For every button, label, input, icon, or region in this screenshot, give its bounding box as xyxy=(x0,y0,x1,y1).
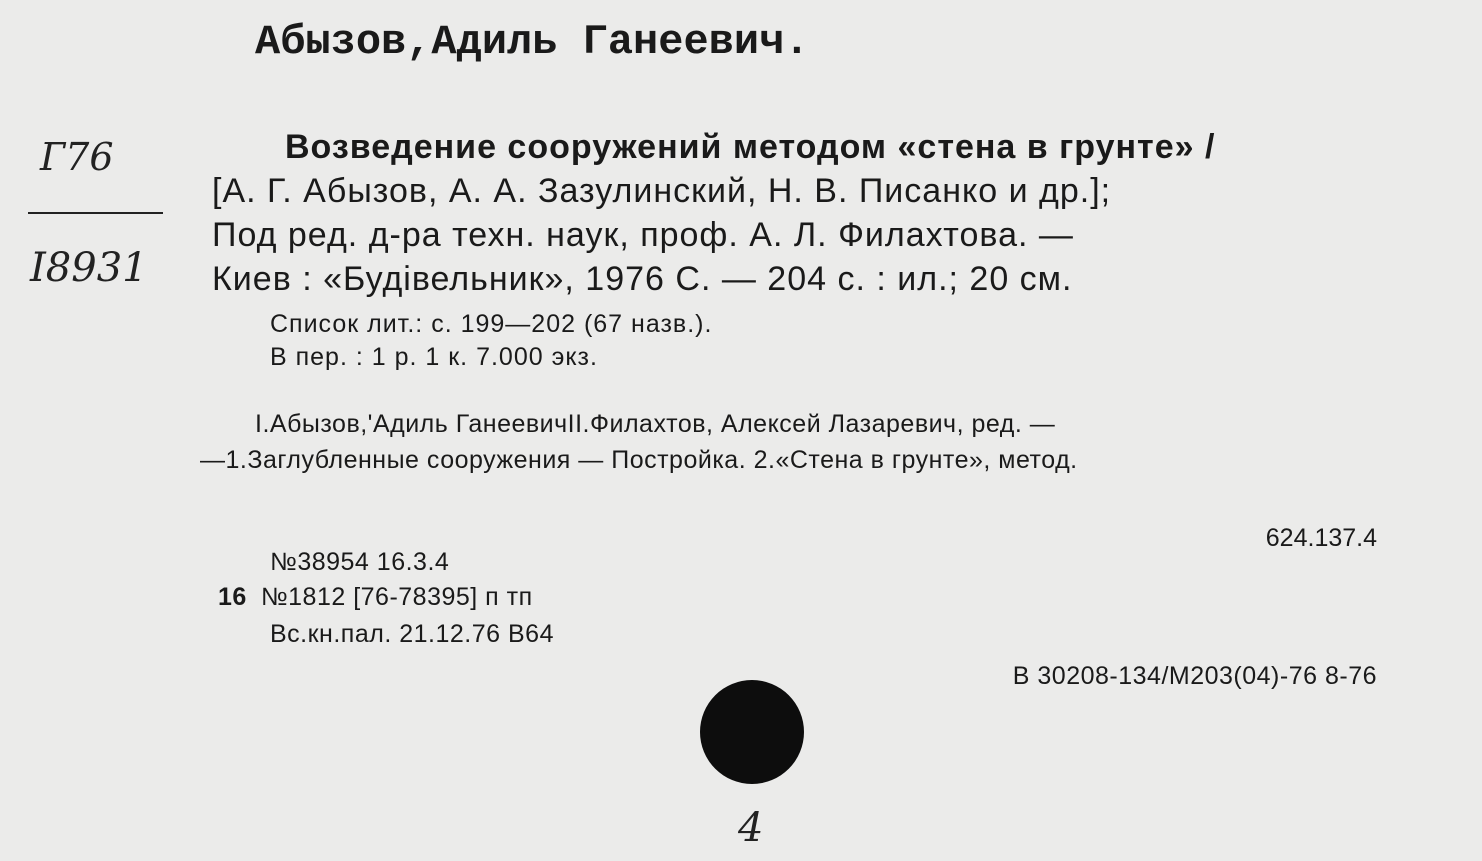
publisher-code: В 30208-134/М203(04)-76 8-76 xyxy=(1012,662,1377,690)
shelf-mark-divider xyxy=(28,212,163,214)
inventory-line-2-text: №1812 [76-78395] п тп xyxy=(260,583,533,611)
book-title: Возведение сооружений методом «стена в грунте» / xyxy=(285,128,1216,166)
editor-line: Под ред. д-ра техн. наук, проф. А. Л. Филахтова. — xyxy=(212,216,1074,254)
binding-note: В пер. : 1 р. 1 к. 7.000 экз. xyxy=(270,343,598,371)
inventory-line-3: Вс.кн.пал. 21.12.76 B64 xyxy=(270,620,554,648)
author-heading: Абызов,Адиль Ганеевич. xyxy=(255,18,810,66)
inventory-line-2-lead: 16 xyxy=(218,583,247,611)
punch-hole xyxy=(700,680,804,784)
handwritten-mark: 4 xyxy=(738,805,764,851)
subject-entry-2: —1.Заглубленные сооружения — Постройка. 2.«Стена в грунте», метод. xyxy=(200,446,1078,474)
inventory-line-1: №38954 16.3.4 xyxy=(270,548,450,576)
authors-line: [А. Г. Абызов, А. А. Зазулинский, Н. В. Писанко и др.]; xyxy=(212,172,1112,210)
subject-entry-1: I.Абызов,'Адиль ГанеевичII.Филахтов, Алексей Лазаревич, ред. — xyxy=(255,410,1056,438)
classification-code: 624.137.4 xyxy=(1265,524,1377,552)
imprint-line: Киев : «Будівельник», 1976 С. — 204 с. : ил.; 20 см. xyxy=(212,260,1073,298)
bibliography-note: Список лит.: с. 199—202 (67 назв.). xyxy=(270,310,713,338)
inventory-line-2 xyxy=(218,583,533,612)
shelf-mark-top: Г76 xyxy=(40,135,114,179)
shelf-mark-bottom: I8931 xyxy=(30,245,148,291)
